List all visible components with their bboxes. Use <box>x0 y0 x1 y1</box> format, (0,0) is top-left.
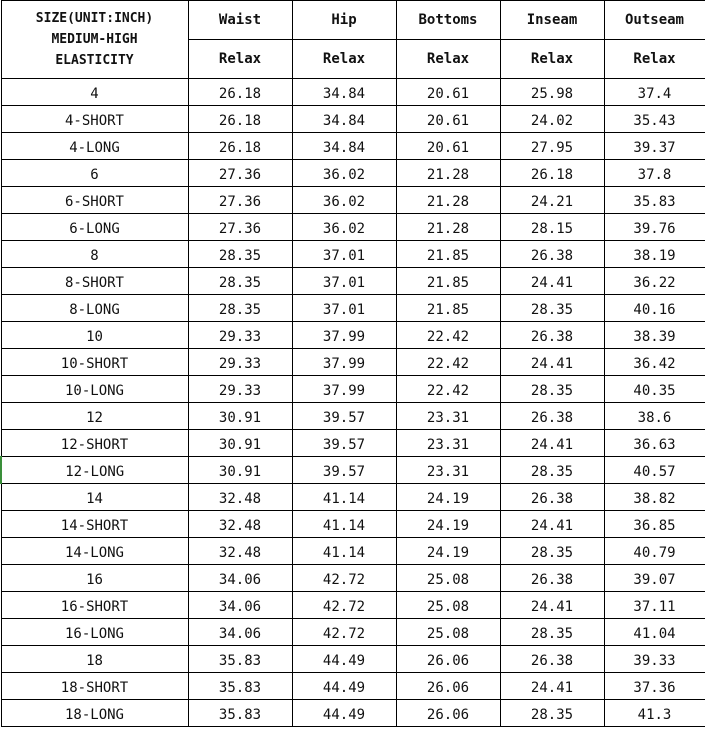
outseam-cell: 40.79 <box>604 538 705 565</box>
table-row <box>1 106 705 133</box>
waist-cell: 26.18 <box>188 106 292 133</box>
bottoms-cell: 23.31 <box>396 457 500 484</box>
inseam-cell: 25.98 <box>500 79 604 106</box>
bottoms-cell: 21.28 <box>396 187 500 214</box>
outseam-cell: 39.07 <box>604 565 705 592</box>
waist-cell: 35.83 <box>188 646 292 673</box>
hip-cell: 37.01 <box>292 268 396 295</box>
size-chart-header <box>1 1 705 79</box>
bottoms-cell: 25.08 <box>396 592 500 619</box>
table-row <box>1 700 705 727</box>
inseam-cell: 27.95 <box>500 133 604 160</box>
bottoms-cell: 23.31 <box>396 403 500 430</box>
bottoms-cell: 25.08 <box>396 565 500 592</box>
inseam-cell: 24.41 <box>500 268 604 295</box>
table-row <box>1 484 705 511</box>
bottoms-cell: 20.61 <box>396 79 500 106</box>
inseam-cell: 28.15 <box>500 214 604 241</box>
bottoms-cell: 24.19 <box>396 538 500 565</box>
size-cell: 16-SHORT <box>1 592 188 619</box>
table-row <box>1 619 705 646</box>
hip-cell: 37.01 <box>292 295 396 322</box>
size-cell: 4 <box>1 79 188 106</box>
table-row <box>1 133 705 160</box>
hip-cell: 44.49 <box>292 673 396 700</box>
table-row <box>1 430 705 457</box>
hip-cell: 42.72 <box>292 592 396 619</box>
inseam-cell: 28.35 <box>500 619 604 646</box>
table-row <box>1 268 705 295</box>
table-row <box>1 295 705 322</box>
table-row <box>1 538 705 565</box>
inseam-cell: 24.41 <box>500 592 604 619</box>
waist-cell: 28.35 <box>188 295 292 322</box>
outseam-cell: 39.37 <box>604 133 705 160</box>
inseam-cell: 28.35 <box>500 538 604 565</box>
hip-cell: 44.49 <box>292 646 396 673</box>
outseam-cell: 37.4 <box>604 79 705 106</box>
waist-cell: 30.91 <box>188 430 292 457</box>
bottoms-fit-subheader: Relax <box>396 40 500 79</box>
outseam-cell: 37.36 <box>604 673 705 700</box>
hip-cell: 42.72 <box>292 565 396 592</box>
inseam-column-header: Inseam <box>500 1 604 40</box>
waist-column-header: Waist <box>188 1 292 40</box>
size-column-header <box>1 1 188 79</box>
hip-cell: 36.02 <box>292 187 396 214</box>
inseam-cell: 28.35 <box>500 457 604 484</box>
outseam-cell: 39.76 <box>604 214 705 241</box>
bottoms-cell: 21.85 <box>396 268 500 295</box>
waist-cell: 27.36 <box>188 214 292 241</box>
size-cell: 16-LONG <box>1 619 188 646</box>
outseam-cell: 41.3 <box>604 700 705 727</box>
bottoms-cell: 26.06 <box>396 646 500 673</box>
hip-cell: 34.84 <box>292 133 396 160</box>
hip-cell: 34.84 <box>292 106 396 133</box>
table-row <box>1 187 705 214</box>
size-cell: 6-SHORT <box>1 187 188 214</box>
hip-cell: 41.14 <box>292 484 396 511</box>
waist-cell: 32.48 <box>188 538 292 565</box>
waist-cell: 28.35 <box>188 268 292 295</box>
hip-column-header: Hip <box>292 1 396 40</box>
waist-cell: 34.06 <box>188 619 292 646</box>
size-header-line-2: MEDIUM-HIGH <box>51 32 138 47</box>
bottoms-cell: 24.19 <box>396 484 500 511</box>
inseam-cell: 28.35 <box>500 376 604 403</box>
waist-cell: 29.33 <box>188 322 292 349</box>
waist-cell: 30.91 <box>188 457 292 484</box>
inseam-cell: 28.35 <box>500 700 604 727</box>
size-cell: 14 <box>1 484 188 511</box>
outseam-cell: 38.6 <box>604 403 705 430</box>
table-row <box>1 646 705 673</box>
hip-cell: 37.99 <box>292 349 396 376</box>
hip-cell: 44.49 <box>292 700 396 727</box>
size-cell: 10-LONG <box>1 376 188 403</box>
header-row-measurements <box>1 1 705 40</box>
table-row <box>1 565 705 592</box>
waist-cell: 32.48 <box>188 484 292 511</box>
table-row <box>1 241 705 268</box>
hip-cell: 42.72 <box>292 619 396 646</box>
hip-cell: 37.01 <box>292 241 396 268</box>
waist-cell: 32.48 <box>188 511 292 538</box>
bottoms-cell: 23.31 <box>396 430 500 457</box>
size-header-line-1: SIZE(UNIT:INCH) <box>35 11 154 26</box>
inseam-cell: 24.21 <box>500 187 604 214</box>
hip-cell: 39.57 <box>292 430 396 457</box>
size-chart-body <box>1 79 705 727</box>
hip-cell: 41.14 <box>292 538 396 565</box>
size-header-line-3: ELASTICITY <box>55 53 134 68</box>
bottoms-cell: 26.06 <box>396 673 500 700</box>
bottoms-cell: 20.61 <box>396 106 500 133</box>
inseam-cell: 26.38 <box>500 403 604 430</box>
table-row <box>1 79 705 106</box>
hip-cell: 37.99 <box>292 376 396 403</box>
outseam-cell: 38.39 <box>604 322 705 349</box>
outseam-cell: 40.35 <box>604 376 705 403</box>
inseam-cell: 26.38 <box>500 484 604 511</box>
bottoms-cell: 21.85 <box>396 295 500 322</box>
table-row <box>1 376 705 403</box>
size-cell: 14-LONG <box>1 538 188 565</box>
waist-cell: 35.83 <box>188 700 292 727</box>
size-cell: 8-LONG <box>1 295 188 322</box>
table-row <box>1 322 705 349</box>
outseam-cell: 36.63 <box>604 430 705 457</box>
waist-cell: 30.91 <box>188 403 292 430</box>
hip-cell: 39.57 <box>292 403 396 430</box>
inseam-cell: 24.41 <box>500 673 604 700</box>
inseam-cell: 26.38 <box>500 322 604 349</box>
hip-cell: 36.02 <box>292 214 396 241</box>
size-cell: 6 <box>1 160 188 187</box>
bottoms-cell: 22.42 <box>396 376 500 403</box>
outseam-cell: 36.42 <box>604 349 705 376</box>
bottoms-cell: 21.85 <box>396 241 500 268</box>
bottoms-cell: 21.28 <box>396 160 500 187</box>
outseam-cell: 39.33 <box>604 646 705 673</box>
table-row <box>1 592 705 619</box>
hip-cell: 41.14 <box>292 511 396 538</box>
size-cell: 10 <box>1 322 188 349</box>
size-cell: 4-SHORT <box>1 106 188 133</box>
inseam-cell: 26.38 <box>500 241 604 268</box>
bottoms-cell: 25.08 <box>396 619 500 646</box>
outseam-cell: 40.16 <box>604 295 705 322</box>
size-cell: 12-LONG <box>1 457 188 484</box>
table-row <box>1 160 705 187</box>
table-row <box>1 511 705 538</box>
outseam-cell: 35.83 <box>604 187 705 214</box>
waist-cell: 26.18 <box>188 133 292 160</box>
outseam-fit-subheader: Relax <box>604 40 705 79</box>
waist-cell: 35.83 <box>188 673 292 700</box>
bottoms-cell: 26.06 <box>396 700 500 727</box>
size-cell: 18-LONG <box>1 700 188 727</box>
table-row <box>1 403 705 430</box>
outseam-column-header: Outseam <box>604 1 705 40</box>
waist-cell: 34.06 <box>188 565 292 592</box>
outseam-cell: 35.43 <box>604 106 705 133</box>
waist-fit-subheader: Relax <box>188 40 292 79</box>
inseam-cell: 24.41 <box>500 430 604 457</box>
outseam-cell: 36.85 <box>604 511 705 538</box>
inseam-cell: 28.35 <box>500 295 604 322</box>
inseam-cell: 26.18 <box>500 160 604 187</box>
size-cell: 4-LONG <box>1 133 188 160</box>
outseam-cell: 38.82 <box>604 484 705 511</box>
bottoms-cell: 21.28 <box>396 214 500 241</box>
hip-cell: 36.02 <box>292 160 396 187</box>
waist-cell: 27.36 <box>188 187 292 214</box>
table-row <box>1 214 705 241</box>
inseam-cell: 24.02 <box>500 106 604 133</box>
table-row <box>1 349 705 376</box>
bottoms-column-header: Bottoms <box>396 1 500 40</box>
hip-fit-subheader: Relax <box>292 40 396 79</box>
bottoms-cell: 20.61 <box>396 133 500 160</box>
outseam-cell: 37.8 <box>604 160 705 187</box>
inseam-cell: 26.38 <box>500 565 604 592</box>
waist-cell: 26.18 <box>188 79 292 106</box>
waist-cell: 29.33 <box>188 349 292 376</box>
size-cell: 16 <box>1 565 188 592</box>
size-cell: 14-SHORT <box>1 511 188 538</box>
outseam-cell: 37.11 <box>604 592 705 619</box>
table-row <box>1 457 705 484</box>
outseam-cell: 40.57 <box>604 457 705 484</box>
size-cell: 18 <box>1 646 188 673</box>
bottoms-cell: 22.42 <box>396 349 500 376</box>
waist-cell: 34.06 <box>188 592 292 619</box>
waist-cell: 28.35 <box>188 241 292 268</box>
size-cell: 18-SHORT <box>1 673 188 700</box>
outseam-cell: 41.04 <box>604 619 705 646</box>
waist-cell: 29.33 <box>188 376 292 403</box>
hip-cell: 37.99 <box>292 322 396 349</box>
size-cell: 8-SHORT <box>1 268 188 295</box>
size-cell: 12 <box>1 403 188 430</box>
bottoms-cell: 22.42 <box>396 322 500 349</box>
outseam-cell: 36.22 <box>604 268 705 295</box>
inseam-cell: 26.38 <box>500 646 604 673</box>
size-cell: 10-SHORT <box>1 349 188 376</box>
bottoms-cell: 24.19 <box>396 511 500 538</box>
inseam-cell: 24.41 <box>500 349 604 376</box>
hip-cell: 34.84 <box>292 79 396 106</box>
inseam-cell: 24.41 <box>500 511 604 538</box>
inseam-fit-subheader: Relax <box>500 40 604 79</box>
table-row <box>1 673 705 700</box>
waist-cell: 27.36 <box>188 160 292 187</box>
outseam-cell: 38.19 <box>604 241 705 268</box>
hip-cell: 39.57 <box>292 457 396 484</box>
size-cell: 8 <box>1 241 188 268</box>
size-cell: 6-LONG <box>1 214 188 241</box>
size-cell: 12-SHORT <box>1 430 188 457</box>
